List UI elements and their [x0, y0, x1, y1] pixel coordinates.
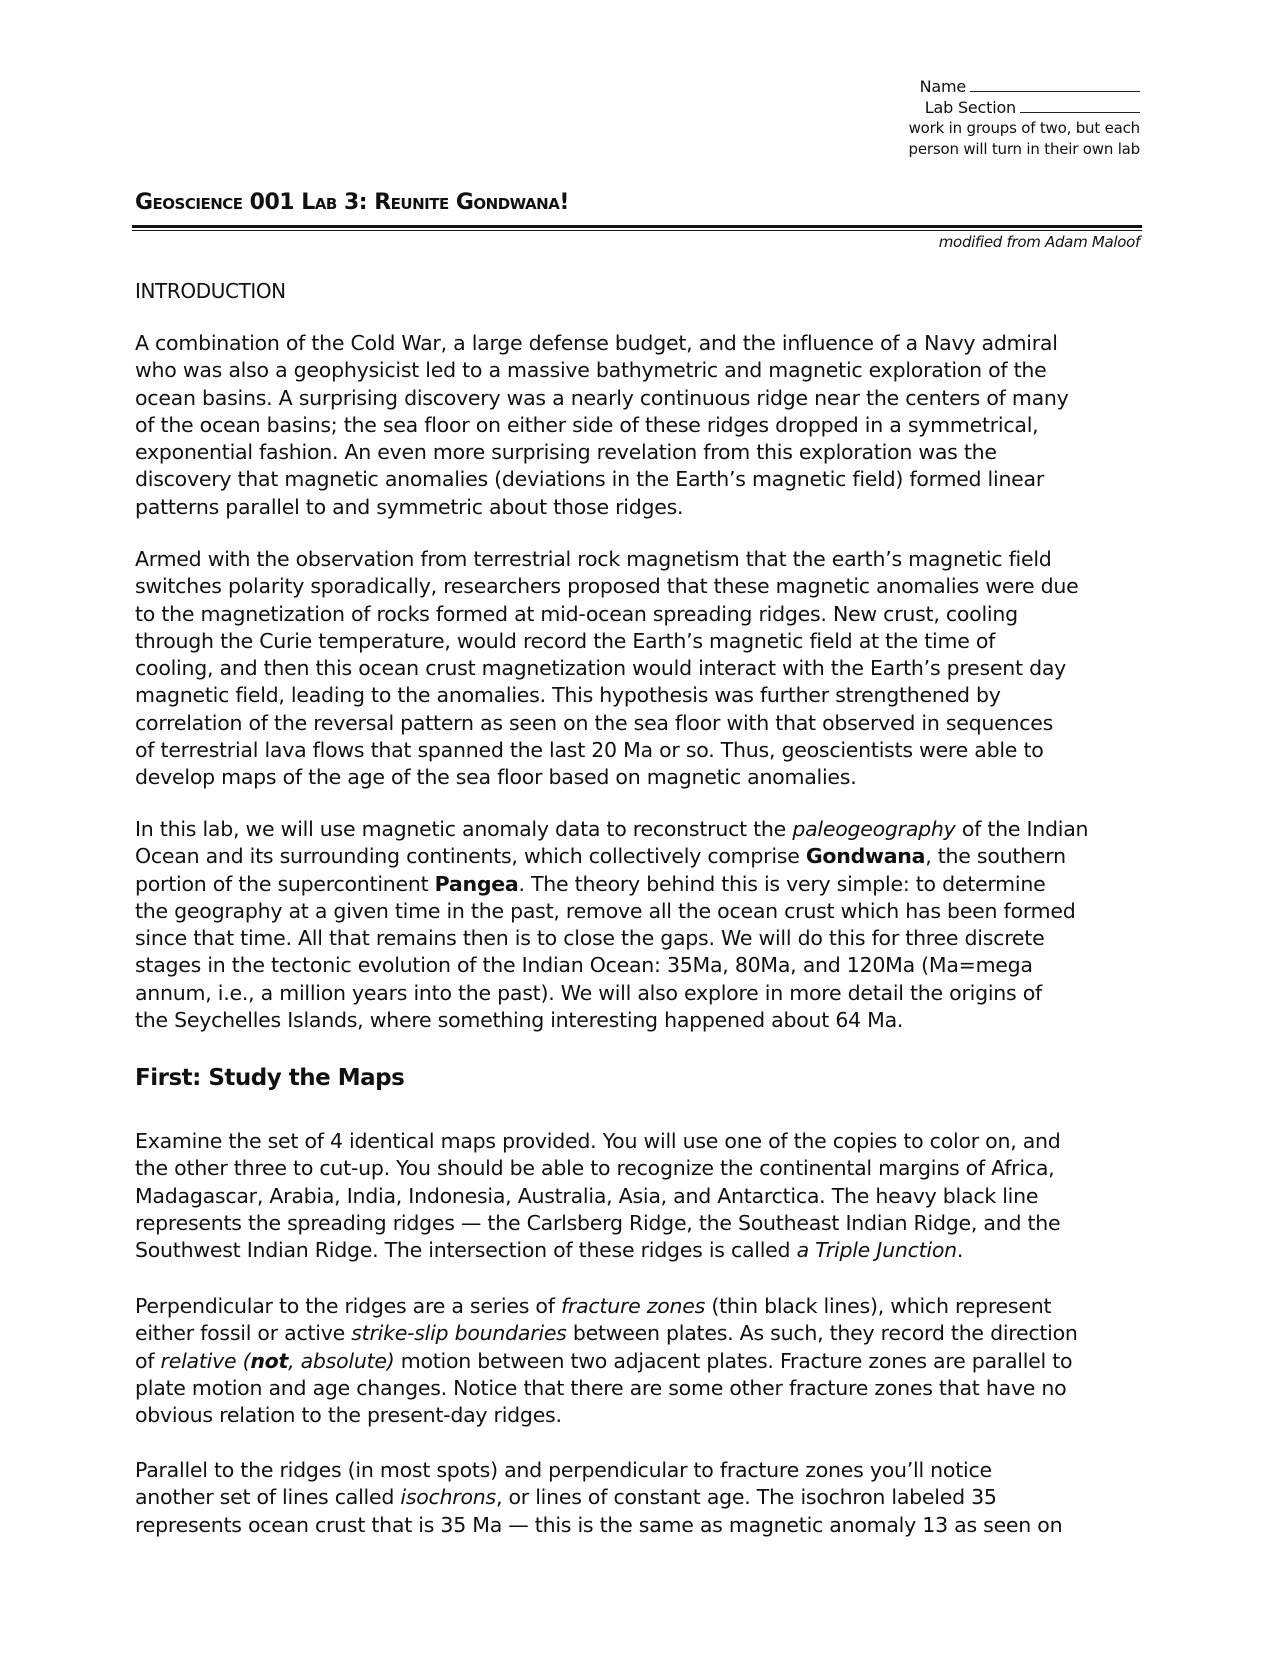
text-line: patterns parallel to and symmetric about those ridges. [135, 494, 684, 519]
text-line: Armed with the observation from terrestrial rock magnetism that the earth’s magnetic field [135, 547, 1052, 571]
text-line: switches polarity sporadically, researchers proposed that these magnetic anomalies were due [135, 574, 1079, 599]
term-pangea: Pangea [434, 871, 519, 896]
text-line: correlation of the reversal pattern as seen on the sea floor with that observed in sequences [135, 710, 1054, 735]
text-line: represents the spreading ridges — the Carlsberg Ridge, the Southeast Indian Ridge, and the [135, 1210, 1061, 1235]
text-line: A combination of the Cold War, a large defense budget, and the influence of a Navy admiral [135, 331, 1058, 355]
term-triple-junction: a Triple Junction [796, 1238, 957, 1263]
text-line: Madagascar, Arabia, India, Indonesia, Australia, Asia, and Antarctica. The heavy black line [135, 1183, 1039, 1208]
term-gondwana: Gondwana [805, 844, 926, 869]
student-info-block [909, 76, 1140, 160]
text-line: Southwest Indian Ridge. The intersection of these ridges is called a Triple Junction. [135, 1238, 964, 1263]
title-rule-thin [132, 230, 1142, 231]
text-line: stages in the tectonic evolution of the Indian Ocean: 35Ma, 80Ma, and 120Ma (Ma=mega [135, 953, 1033, 978]
term-fracture-zones: fracture zones [560, 1294, 706, 1318]
text-line: the other three to cut-up. You should be able to recognize the continental margins of Africa, [135, 1156, 1055, 1181]
text-line: develop maps of the age of the sea floor based on magnetic anomalies. [135, 765, 857, 790]
text-line: discovery that magnetic anomalies (deviations in the Earth’s magnetic field) formed linear [135, 467, 1045, 492]
paragraph-lab-overview [135, 816, 1145, 1034]
name-blank-line[interactable] [970, 76, 1140, 92]
name-field [909, 76, 1140, 97]
text-line: plate motion and age changes. Notice that there are some other fracture zones that have no [135, 1375, 1067, 1400]
term-strike-slip: strike-slip boundaries [351, 1321, 567, 1346]
text-line: the Seychelles Islands, where something interesting happened about 64 Ma. [135, 1008, 904, 1033]
emphasis-not: not [250, 1348, 289, 1373]
lab-section-blank-line[interactable] [1020, 97, 1140, 113]
text-line: Ocean and its surrounding continents, which collectively comprise Gondwana, the southern [135, 844, 1066, 869]
term-isochrons: isochrons [400, 1485, 496, 1510]
text-line: the geography at a given time in the past, remove all the ocean crust which has been formed [135, 898, 1076, 923]
paragraph-isochrons [135, 1457, 1145, 1539]
text-line: another set of lines called isochrons, or lines of constant age. The isochron labeled 35 [135, 1485, 997, 1510]
text-line: annum, i.e., a million years into the past). We will also explore in more detail the origins of [135, 980, 1042, 1005]
text-line: of relative (not, absolute) motion between two adjacent plates. Fracture zones are parallel to [135, 1348, 1073, 1373]
text-line: obvious relation to the present-day ridges. [135, 1403, 562, 1428]
text-line: cooling, and then this ocean crust magnetization would interact with the Earth’s present day [135, 656, 1067, 681]
credit-line: modified from Adam Maloof [938, 233, 1140, 251]
name-label: Name [919, 77, 966, 96]
text-line: In this lab, we will use magnetic anomaly data to reconstruct the paleogeography of the Indian [135, 817, 1089, 841]
lab-section-label: Lab Section [924, 98, 1016, 117]
introduction-heading: INTRODUCTION [135, 279, 286, 303]
text-line: represents ocean crust that is 35 Ma — this is the same as magnetic anomaly 13 as seen on [135, 1512, 1063, 1537]
lab-section-field [909, 97, 1140, 118]
text-line: to the magnetization of rocks formed at mid-ocean spreading ridges. New crust, cooling [135, 601, 1018, 626]
paragraph-fracture-zones [135, 1293, 1145, 1429]
document-title: Geoscience 001 Lab 3: Reunite Gondwana! [135, 190, 569, 215]
text-line: Examine the set of 4 identical maps provided. You will use one of the copies to color on, and [135, 1129, 1061, 1153]
text-line: either fossil or active strike-slip boundaries between plates. As such, they record the direction [135, 1321, 1078, 1346]
paragraph-rock-magnetism [135, 546, 1145, 792]
text-line: of terrestrial lava flows that spanned the last 20 Ma or so. Thus, geoscientists were able to [135, 738, 1044, 763]
text-line: since that time. All that remains then is to close the gaps. We will do this for three discrete [135, 926, 1045, 951]
text-line: portion of the supercontinent Pangea. The theory behind this is very simple: to determine [135, 871, 1046, 896]
text-line: Parallel to the ridges (in most spots) and perpendicular to fracture zones you’ll notice [135, 1458, 992, 1482]
paragraph-examine-maps [135, 1128, 1145, 1264]
text-line: of the ocean basins; the sea floor on either side of these ridges dropped in a symmetrical, [135, 412, 1039, 437]
text-line: magnetic field, leading to the anomalies. This hypothesis was further strengthened by [135, 683, 1001, 708]
text-line: through the Curie temperature, would record the Earth’s magnetic field at the time of [135, 628, 996, 653]
term-paleogeography: paleogeography [792, 817, 956, 841]
title-rule-thick [132, 225, 1142, 228]
section-heading-study-maps: First: Study the Maps [135, 1065, 405, 1091]
paragraph-cold-war [135, 330, 1145, 521]
text-line: Perpendicular to the ridges are a series of fracture zones (thin black lines), which represent [135, 1294, 1052, 1318]
group-note-line-1: work in groups of two, but each [908, 119, 1140, 137]
group-note-line-2: person will turn in their own lab [908, 140, 1140, 158]
text-line: who was also a geophysicist led to a massive bathymetric and magnetic exploration of the [135, 358, 1047, 383]
text-line: ocean basins. A surprising discovery was a nearly continuous ridge near the centers of many [135, 385, 1069, 410]
text-line: exponential fashion. An even more surprising revelation from this exploration was the [135, 440, 997, 465]
